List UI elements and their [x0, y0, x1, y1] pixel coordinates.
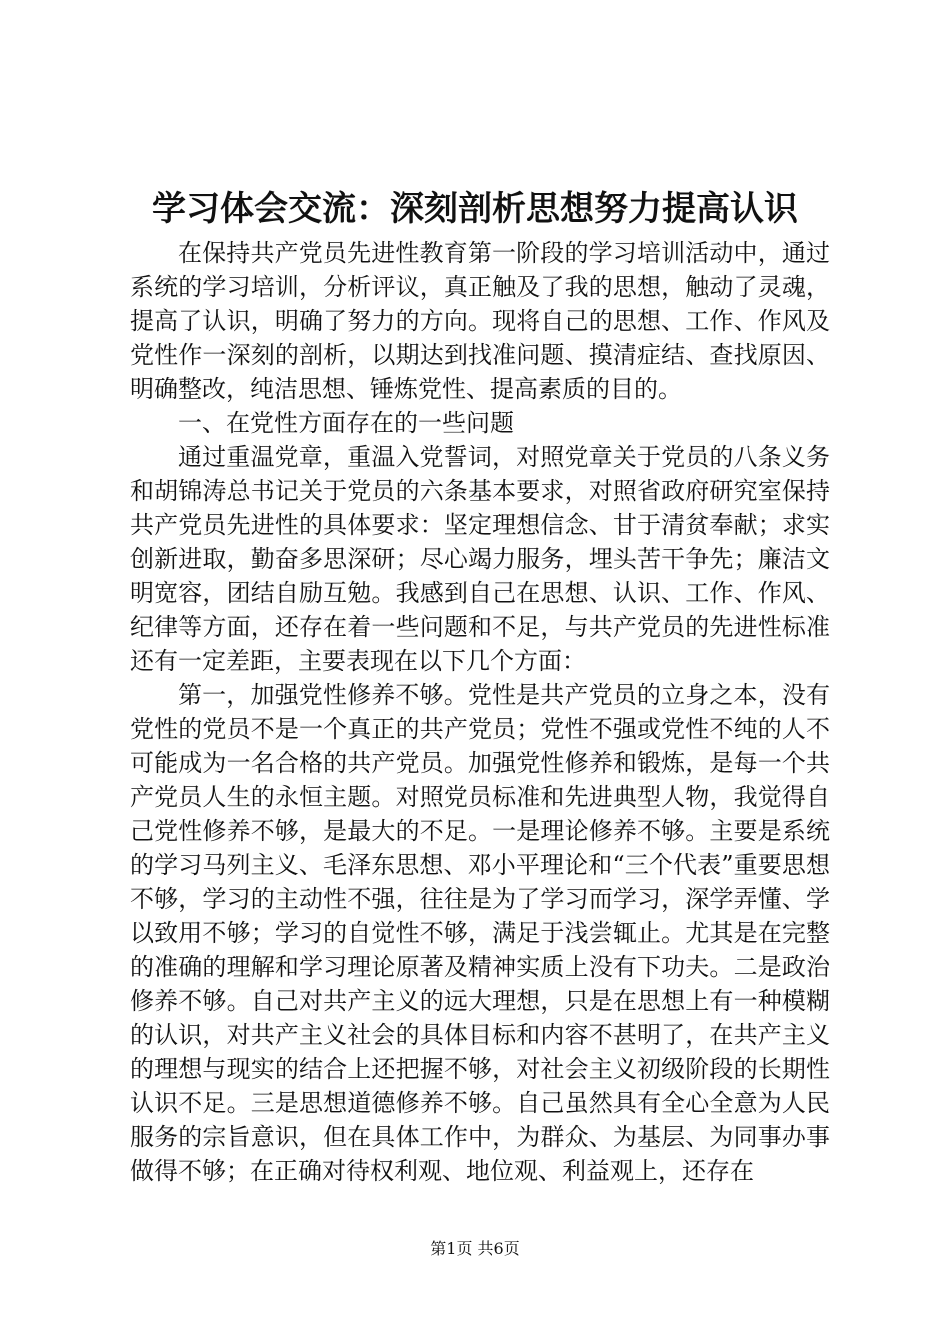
document-title: 学习体会交流：深刻剖析思想努力提高认识: [152, 189, 798, 229]
paragraph-overview: 通过重温党章，重温入党誓词，对照党章关于党员的八条义务和胡锦涛总书记关于党员的六条基本要求，对照省政府研究室保持共产党员先进性的具体要求：坚定理想信念、甘于清贫奉献；求实创新进取，勤奋多思深研；尽心竭力服务，埋头苦干争先；廉洁文明宽容，团结自励互勉。我感到自己在思想、认识、工作、作风、纪律等方面，还存在着一些问题和不足，与共产党员的先进性标准还有一定差距，主要表现在以下几个方面：: [130, 443, 830, 675]
paragraph-first-point: 第一，加强党性修养不够。党性是共产党员的立身之本，没有党性的党员不是一个真正的共产党员；党性不强或党性不纯的人不可能成为一名合格的共产党员。加强党性修养和锻炼，是每一个共产党员人生的永恒主题。对照党员标准和先进典型人物，我觉得自己党性修养不够，是最大的不足。一是理论修养不够。主要是系统的学习马列主义、毛泽东思想、邓小平理论和“三个代表”重要思想不够，学习的主动性不强，往往是为了学习而学习，深学弄懂、学以致用不够；学习的自觉性不够，满足于浅尝辄止。尤其是在完整的准确的理解和学习理论原著及精神实质上没有下功夫。二是政治修养不够。自己对共产主义的远大理想，只是在思想上有一种模糊的认识，对共产主义社会的具体目标和内容不甚明了，在共产主义的理想与现实的结合上还把握不够，对社会主义初级阶段的长期性认识不足。三是思想道德修养不够。自己虽然具有全心全意为人民服务的宗旨意识，但在具体工作中，为群众、为基层、为同事办事做得不够；在正确对待权利观、地位观、利益观上，还存在: [130, 681, 830, 1185]
document-body: [130, 236, 830, 1188]
section-heading: 一、在党性方面存在的一些问题: [178, 409, 514, 437]
paragraph-intro: 在保持共产党员先进性教育第一阶段的学习培训活动中，通过系统的学习培训，分析评议，真正触及了我的思想，触动了灵魂，提高了认识，明确了努力的方向。现将自己的思想、工作、作风及党性作一深刻的剖析，以期达到找准问题、摸清症结、查找原因、明确整改，纯洁思想、锤炼党性、提高素质的目的。: [130, 239, 830, 403]
page-number-footer: 第1页 共6页: [430, 1239, 520, 1258]
